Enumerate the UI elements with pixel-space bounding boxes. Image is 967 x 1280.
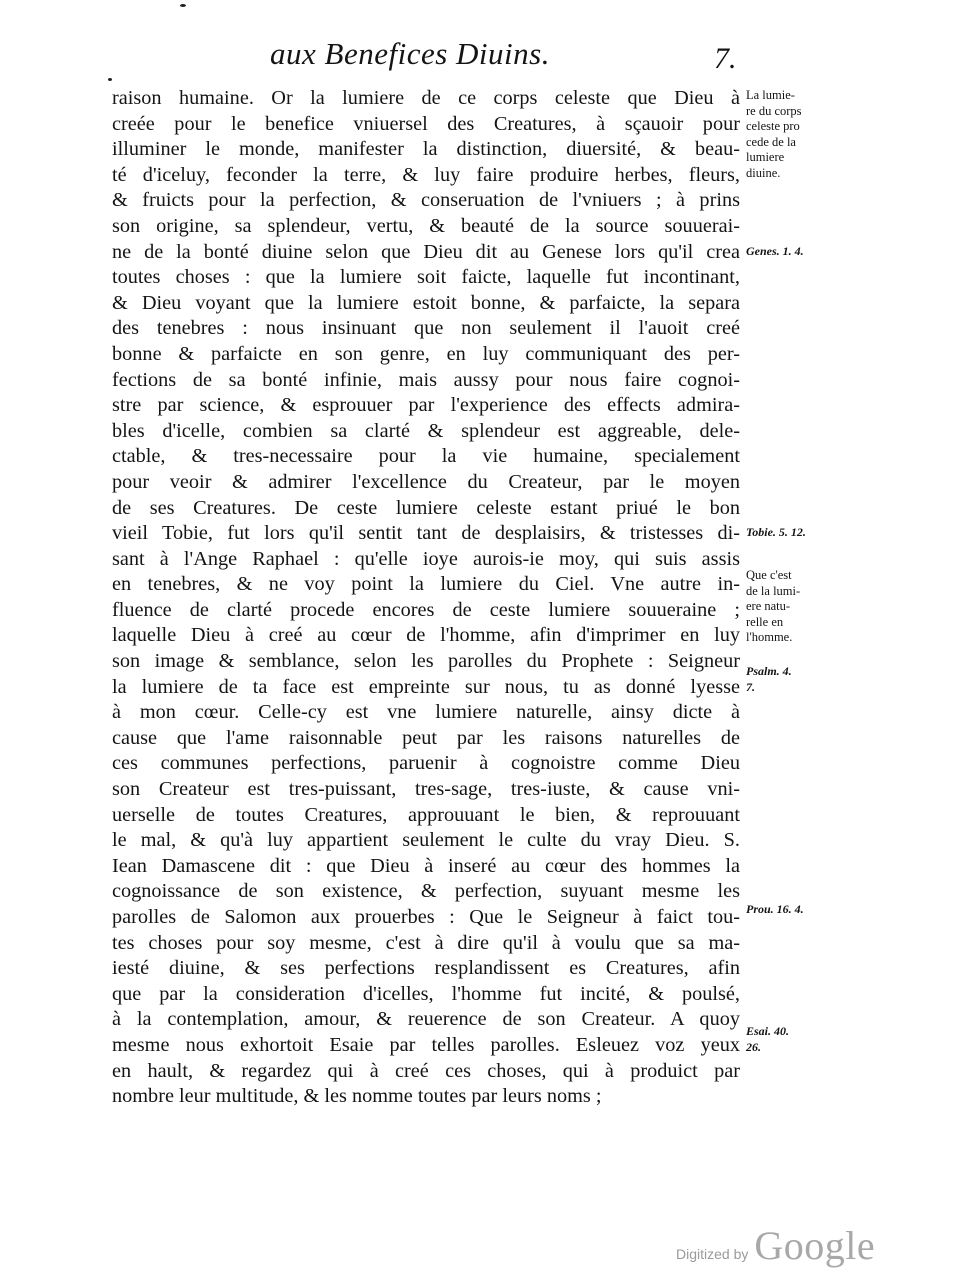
text-line: raison humaine. Or la lumiere de ce corps celeste que Dieu à xyxy=(112,87,740,109)
margin-note-line: re du corps xyxy=(746,103,802,118)
margin-note-line: relle en xyxy=(746,614,784,629)
margin-note-proverbs xyxy=(746,902,804,918)
margin-note-line: 26. xyxy=(746,1039,761,1054)
margin-note-natural-light xyxy=(746,568,800,646)
text-line: & Dieu voyant que la lumiere estoit bonne, & parfaicte, la separa xyxy=(112,291,740,314)
ink-speck xyxy=(108,78,112,81)
text-line: iesté diuine, & ses perfections resplandissent es Creatures, afin xyxy=(112,957,740,980)
margin-note-line: diuine. xyxy=(746,165,781,180)
ink-speck xyxy=(180,4,186,7)
margin-note-line: lumiere xyxy=(746,150,785,164)
text-line: sant à l'Ange Raphael : qu'elle ioye aurois-ie moy, qui suis assis xyxy=(112,547,740,570)
text-line: ne de la bonté diuine selon que Dieu dit au Genese lors qu'il crea xyxy=(112,240,740,263)
text-line: cause que l'ame raisonnable peut par les raisons naturelles de xyxy=(112,726,740,749)
margin-note-line: cede de la xyxy=(746,134,796,149)
running-head: aux Benefices Diuins. xyxy=(270,36,550,71)
margin-note-line: Esai. 40. xyxy=(746,1024,790,1038)
page-number: 7. xyxy=(714,42,737,75)
text-line: mesme nous exhortoit Esaie par telles parolles. Esleuez voz yeux xyxy=(112,1033,740,1056)
text-line: vieil Tobie, fut lors qu'il sentit tant de desplaisirs, & tristesses di- xyxy=(112,522,740,545)
text-line: bles d'icelle, combien sa clarté & splendeur est aggreable, dele- xyxy=(112,419,740,442)
text-line: toutes choses : que la lumiere soit faicte, laquelle fut incontinant, xyxy=(112,266,740,289)
text-line: bonne & parfaicte en son genre, en luy communiquant des per- xyxy=(112,342,740,365)
text-line: ctable, & tres-necessaire pour la vie humaine, specialement xyxy=(112,445,740,468)
text-line: des tenebres : nous insinuant que non seulement il l'auoit creé xyxy=(112,317,740,340)
text-line: que par la consideration d'icelles, l'homme fut incité, & poulsé, xyxy=(112,982,740,1005)
text-line: parolles de Salomon aux prouerbes : Que le Seigneur à faict tou- xyxy=(112,906,740,928)
text-line: la lumiere de ta face est empreinte sur nous, tu as donné lyesse xyxy=(112,675,740,698)
margin-note-line: de la lumi- xyxy=(746,583,801,598)
text-line: son origine, sa splendeur, vertu, & beauté de la source souuerai- xyxy=(112,214,740,237)
margin-note-tobit xyxy=(746,525,806,541)
text-line: Iean Damascene dit : que Dieu à inseré au cœur des hommes la xyxy=(112,854,740,877)
text-line: à mon cœur. Celle-cy est vne lumiere naturelle, ainsy dicte à xyxy=(112,701,740,724)
text-line: nombre leur multitude, & les nomme toutes par leurs noms ; xyxy=(112,1085,602,1108)
margin-note-line: Genes. 1. 4. xyxy=(746,244,804,258)
margin-note-line: Que c'est xyxy=(746,568,792,582)
text-line: en hault, & regardez qui à creé ces choses, qui à produict par xyxy=(112,1059,740,1082)
text-line: son image & semblance, selon les parolles du Prophete : Seigneur xyxy=(112,650,740,673)
text-line: pour veoir & admirer l'excellence du Createur, par le moyen xyxy=(112,470,740,493)
margin-note-light-body xyxy=(746,88,802,181)
text-line: le mal, & qu'à luy appartient seulement le culte du vray Dieu. S. xyxy=(112,829,740,852)
text-line: fections de sa bonté infinie, mais aussy pour nous faire cognoi- xyxy=(112,368,740,391)
text-line: uerselle de toutes Creatures, approuuant le bien, & reprouuant xyxy=(112,803,740,826)
margin-note-line: La lumie- xyxy=(746,88,795,102)
margin-note-line: Tobie. 5. 12. xyxy=(746,525,806,539)
text-line: fluence de clarté procede encores de ceste lumiere souueraine ; xyxy=(112,598,740,621)
text-line: cognoissance de son existence, & perfection, suyuant mesme les xyxy=(112,880,740,903)
text-line: ces communes perfections, paruenir à cognoistre comme Dieu xyxy=(112,752,740,775)
text-line: laquelle Dieu à creé au cœur de l'homme, afin d'imprimer en luy xyxy=(112,624,740,647)
digitized-by-watermark xyxy=(676,1222,875,1269)
margin-note-line: l'homme. xyxy=(746,630,793,644)
margin-note-line: Prou. 16. 4. xyxy=(746,902,804,916)
text-line: illuminer le monde, manifester la distinction, diuersité, & beau- xyxy=(112,138,740,161)
text-line: creée pour le benefice vniuersel des Creatures, à sçauoir pour xyxy=(112,112,740,135)
body-text xyxy=(112,86,740,1110)
margin-note-line: Psalm. 4. xyxy=(746,664,792,678)
margin-note-line: celeste pro xyxy=(746,119,800,133)
text-line: tes choses pour soy mesme, c'est à dire qu'il à voulu que sa ma- xyxy=(112,931,740,954)
text-line: à la contemplation, amour, & reuerence de son Createur. A quoy xyxy=(112,1008,740,1031)
text-line: son Createur est tres-puissant, tres-sage, tres-iuste, & cause vni- xyxy=(112,778,740,801)
text-line: & fruicts pour la perfection, & conseruation de l'vniuers ; à prins xyxy=(112,189,740,212)
text-line: en tenebres, & ne voy point la lumiere du Ciel. Vne autre in- xyxy=(112,573,740,596)
margin-note-line: 7. xyxy=(746,679,755,694)
margin-note-psalm xyxy=(746,664,792,695)
margin-note-genesis xyxy=(746,244,804,260)
text-line: té d'iceluy, feconder la terre, & luy faire produire herbes, fleurs, xyxy=(112,163,740,186)
text-line: de ses Creatures. De ceste lumiere celeste estant priué le bon xyxy=(112,496,740,519)
google-logo: Google xyxy=(754,1223,876,1268)
margin-note-isaiah xyxy=(746,1024,789,1055)
digitized-label: Digitized by xyxy=(676,1246,749,1262)
text-line: stre par science, & esprouuer par l'experience des effects admira- xyxy=(112,394,740,417)
margin-note-line: ere natu- xyxy=(746,599,791,613)
